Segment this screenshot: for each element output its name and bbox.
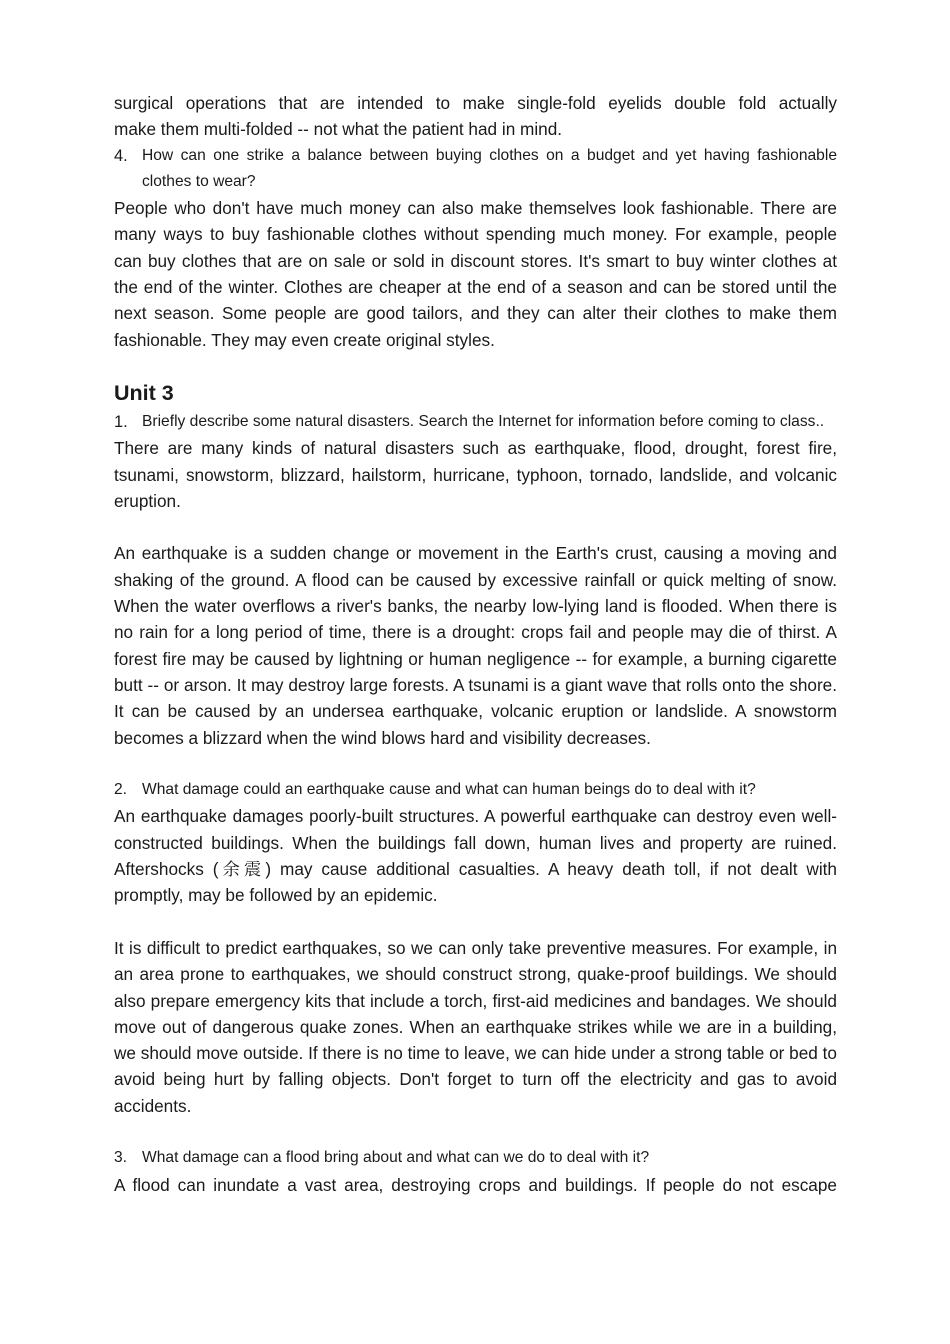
unit3-answer-3-start: A flood can inundate a vast area, destroying crops and buildings. If people do not escape bbox=[114, 1174, 837, 1195]
intro-line-2: make them multi-folded -- not what the patient had in mind. bbox=[114, 119, 563, 140]
intro-line-1: surgical operations that are intended to make single-fold eyelids double fold actually bbox=[114, 93, 837, 113]
unit3-answer-1-para-2: An earthquake is a sudden change or movement in the Earth's crust, causing a moving and shaking of the ground. A flood can be caused by excessive rainfall or quick melting of snow. When the water overflows a river's banks, the nearby low-lying land is flooded. When there is no rain for a long period of time, there is a drought: crops fail and people may die of thirst. A forest fire may be caused by lightning or human negligence -- for example, a burning cigarette butt -- or arson. It may destroy large forests. A tsunami is a giant wave that rolls onto the shore. It can be caused by an undersea earthquake, volcanic eruption or landslide. A snowstorm becomes a blizzard when the wind blows hard and visibility decreases. bbox=[114, 543, 837, 748]
question-text: How can one strike a balance between buying clothes on a budget and yet having fashionable clothes to wear? bbox=[142, 146, 837, 190]
unit3-answer-2-para-1: An earthquake damages poorly-built structures. A powerful earthquake can destroy even well-constructed buildings. When the buildings fall down, human lives and property are ruined. Aftershocks (余震) may cause additional casualties. A heavy death toll, if not dealt with promptly, may be followed by an epidemic. bbox=[114, 806, 837, 906]
question-text: What damage can a flood bring about and what can we do to deal with it? bbox=[142, 1149, 650, 1167]
unit-heading: Unit 3 bbox=[114, 380, 174, 405]
question-text: Briefly describe some natural disasters. Search the Internet for information before coming to class.. bbox=[142, 412, 825, 430]
unit3-question-3 bbox=[114, 1145, 837, 1171]
question-number: 1. bbox=[114, 412, 128, 431]
paragraph-spacer bbox=[114, 751, 837, 777]
paragraph-spacer bbox=[114, 1119, 837, 1145]
question-number: 2. bbox=[114, 781, 128, 799]
unit3-question-1 bbox=[114, 409, 837, 435]
unit3-question-2 bbox=[114, 777, 837, 803]
question-4 bbox=[114, 143, 837, 196]
answer-4: People who don't have much money can also make themselves look fashionable. There are many ways to buy fashionable clothes without spending much money. For example, people can buy clothes that are on sale or sold in discount stores. It's smart to buy winter clothes at the end of the winter. Clothes are cheaper at the end of a season and can be stored until the next season. Some people are good tailors, and they can alter their clothes to make them fashionable. They may even create original styles. bbox=[114, 198, 837, 350]
question-number: 3. bbox=[114, 1149, 128, 1167]
question-text: What damage could an earthquake cause and what can human beings do to deal with it? bbox=[142, 781, 756, 799]
unit3-answer-1-para-1: There are many kinds of natural disasters such as earthquake, flood, drought, forest fire, tsunami, snowstorm, blizzard, hailstorm, hurricane, typhoon, tornado, landslide, and volcanic eruption. bbox=[114, 438, 837, 511]
paragraph-spacer bbox=[114, 514, 837, 540]
paragraph-spacer bbox=[114, 909, 837, 935]
unit3-answer-2-para-2: It is difficult to predict earthquakes, so we can only take preventive measures. For example, in an area prone to earthquakes, we should construct strong, quake-proof buildings. We should also prepare emergency kits that include a torch, first-aid medicines and bandages. We should move out of dangerous quake zones. When an earthquake strikes while we are in a building, we should move outside. If there is no time to leave, we can hide under a strong table or bed to avoid being hurt by falling objects. Don't forget to turn off the electricity and gas to avoid accidents. bbox=[114, 937, 837, 1116]
question-number: 4. bbox=[114, 146, 128, 165]
document-page bbox=[114, 90, 837, 1198]
